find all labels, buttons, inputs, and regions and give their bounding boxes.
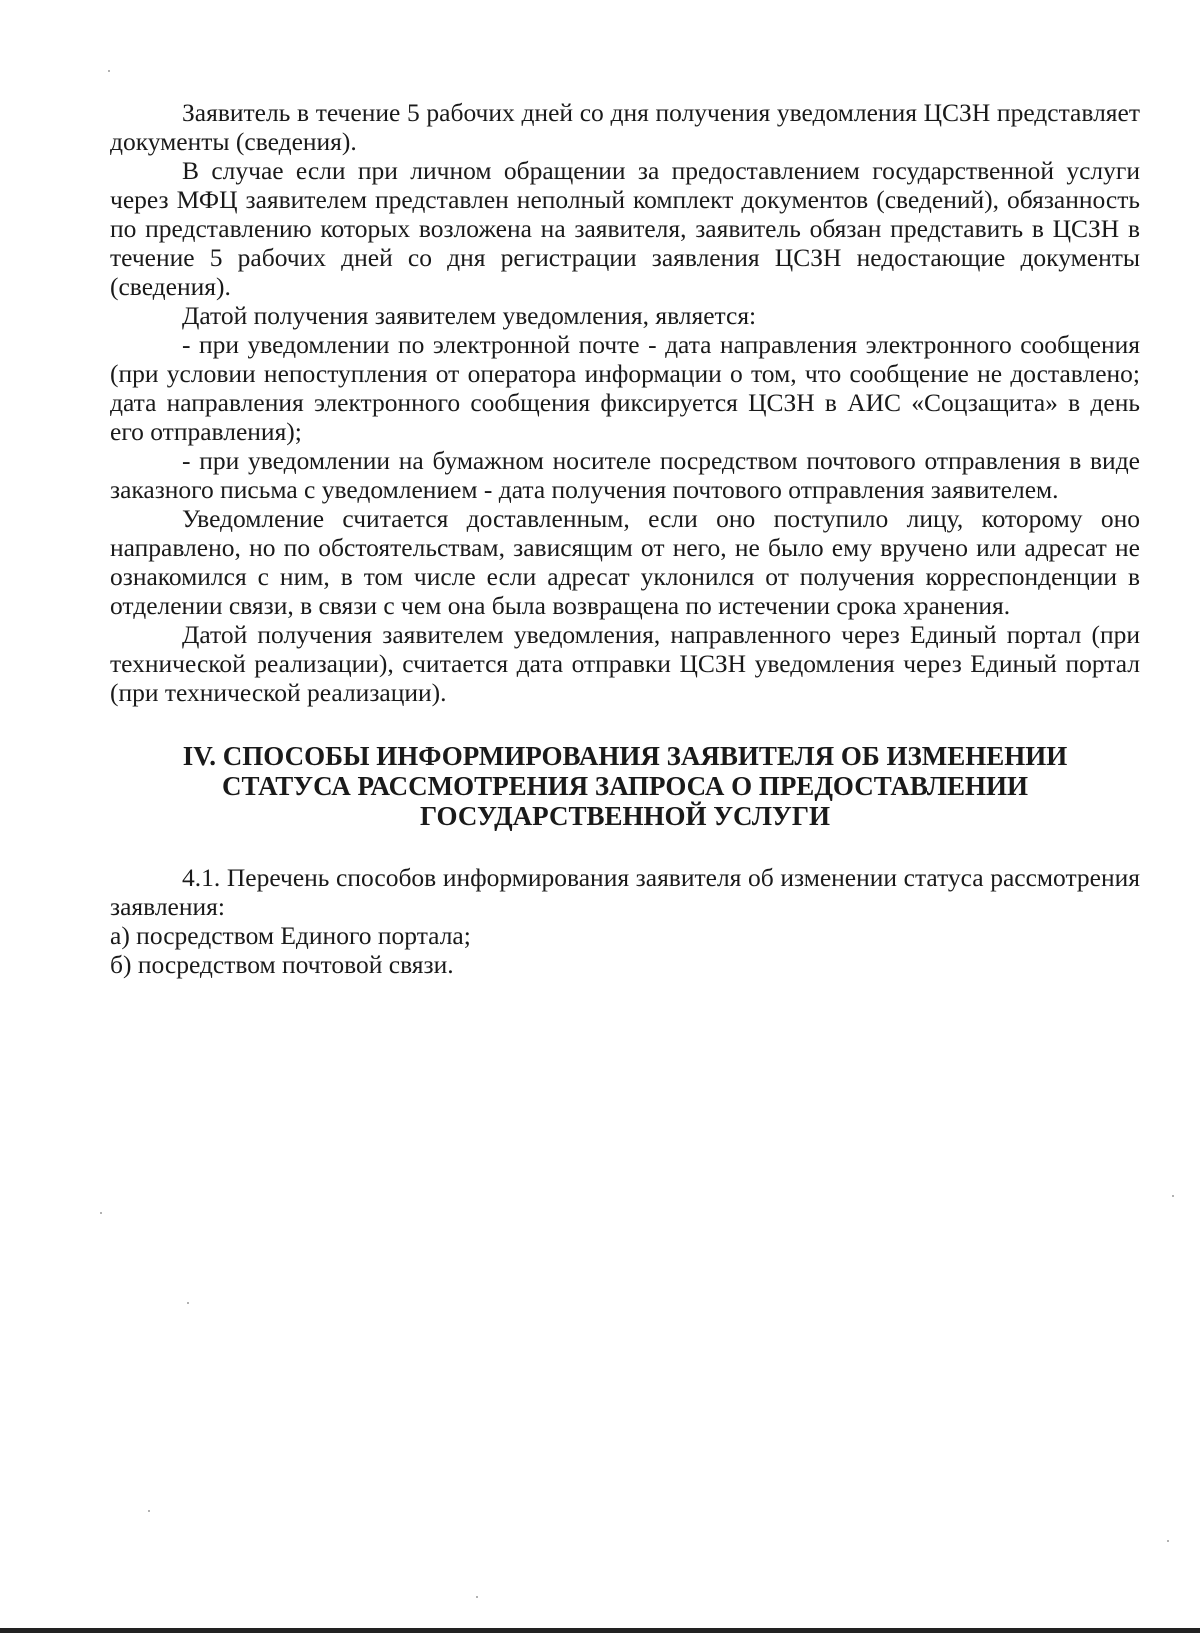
- list-item-post: б) посредством почтовой связи.: [110, 950, 454, 979]
- paragraph-email-notification: - при уведомлении по электронной почте - дата направления электронного сообщения (при условии непоступления от оператора информации о том, что сообщение не доставлено; дата направления электронного сообщения фиксируется ЦСЗН в АИС «Соцзащита» в день его отправления);: [110, 330, 1140, 446]
- paragraph-delivered-notification: Уведомление считается доставленным, если оно поступило лицу, которому оно направлено, но по обстоятельствам, зависящим от него, не было ему вручено или адресат не ознакомился с ним, в том числе если адресат уклонился от получения корреспонденции в отделении связи, в связи с чем она была возвращена по истечении срока хранения.: [110, 504, 1140, 620]
- paragraph-paper-notification: - при уведомлении на бумажном носителе посредством почтового отправления в виде заказного письма с уведомлением - дата получения почтового отправления заявителем.: [110, 446, 1140, 504]
- scan-speck: [1172, 1195, 1174, 1197]
- scan-speck: [476, 1596, 478, 1598]
- document-body: [110, 98, 1140, 979]
- scan-speck: [1167, 1540, 1169, 1542]
- scan-speck: [187, 1302, 189, 1304]
- scan-speck: [108, 70, 110, 72]
- scan-speck: [148, 1510, 150, 1512]
- scan-bottom-edge: [0, 1628, 1200, 1633]
- paragraph-incomplete-documents: В случае если при личном обращении за предоставлением государственной услуги через МФЦ заявителем представлен неполный комплект документов (сведений), обязанность по представлению которых возложена на заявителя, заявитель обязан представить в ЦСЗН в течение 5 рабочих дней со дня регистрации заявления ЦСЗН недостающие документы (сведения).: [110, 156, 1140, 301]
- paragraph-portal-notification: Датой получения заявителем уведомления, направленного через Единый портал (при технической реализации), считается дата отправки ЦСЗН уведомления через Единый портал (при технической реализации).: [110, 620, 1140, 707]
- list-item-portal: а) посредством Единого портала;: [110, 921, 471, 950]
- section-heading-iv: IV. СПОСОБЫ ИНФОРМИРОВАНИЯ ЗАЯВИТЕЛЯ ОБ ИЗМЕНЕНИИ СТАТУСА РАССМОТРЕНИЯ ЗАПРОСА О ПРЕДОСТАВЛЕНИИ ГОСУДАРСТВЕННОЙ УСЛУГИ: [182, 741, 1068, 831]
- scan-speck: [100, 1212, 102, 1214]
- paragraph-section-4-1: 4.1. Перечень способов информирования заявителя об изменении статуса рассмотрения заявления:: [110, 863, 1140, 921]
- paragraph-notification-date-intro: Датой получения заявителем уведомления, является:: [182, 301, 757, 330]
- paragraph-response-deadline: Заявитель в течение 5 рабочих дней со дня получения уведомления ЦСЗН представляет документы (сведения).: [110, 98, 1140, 156]
